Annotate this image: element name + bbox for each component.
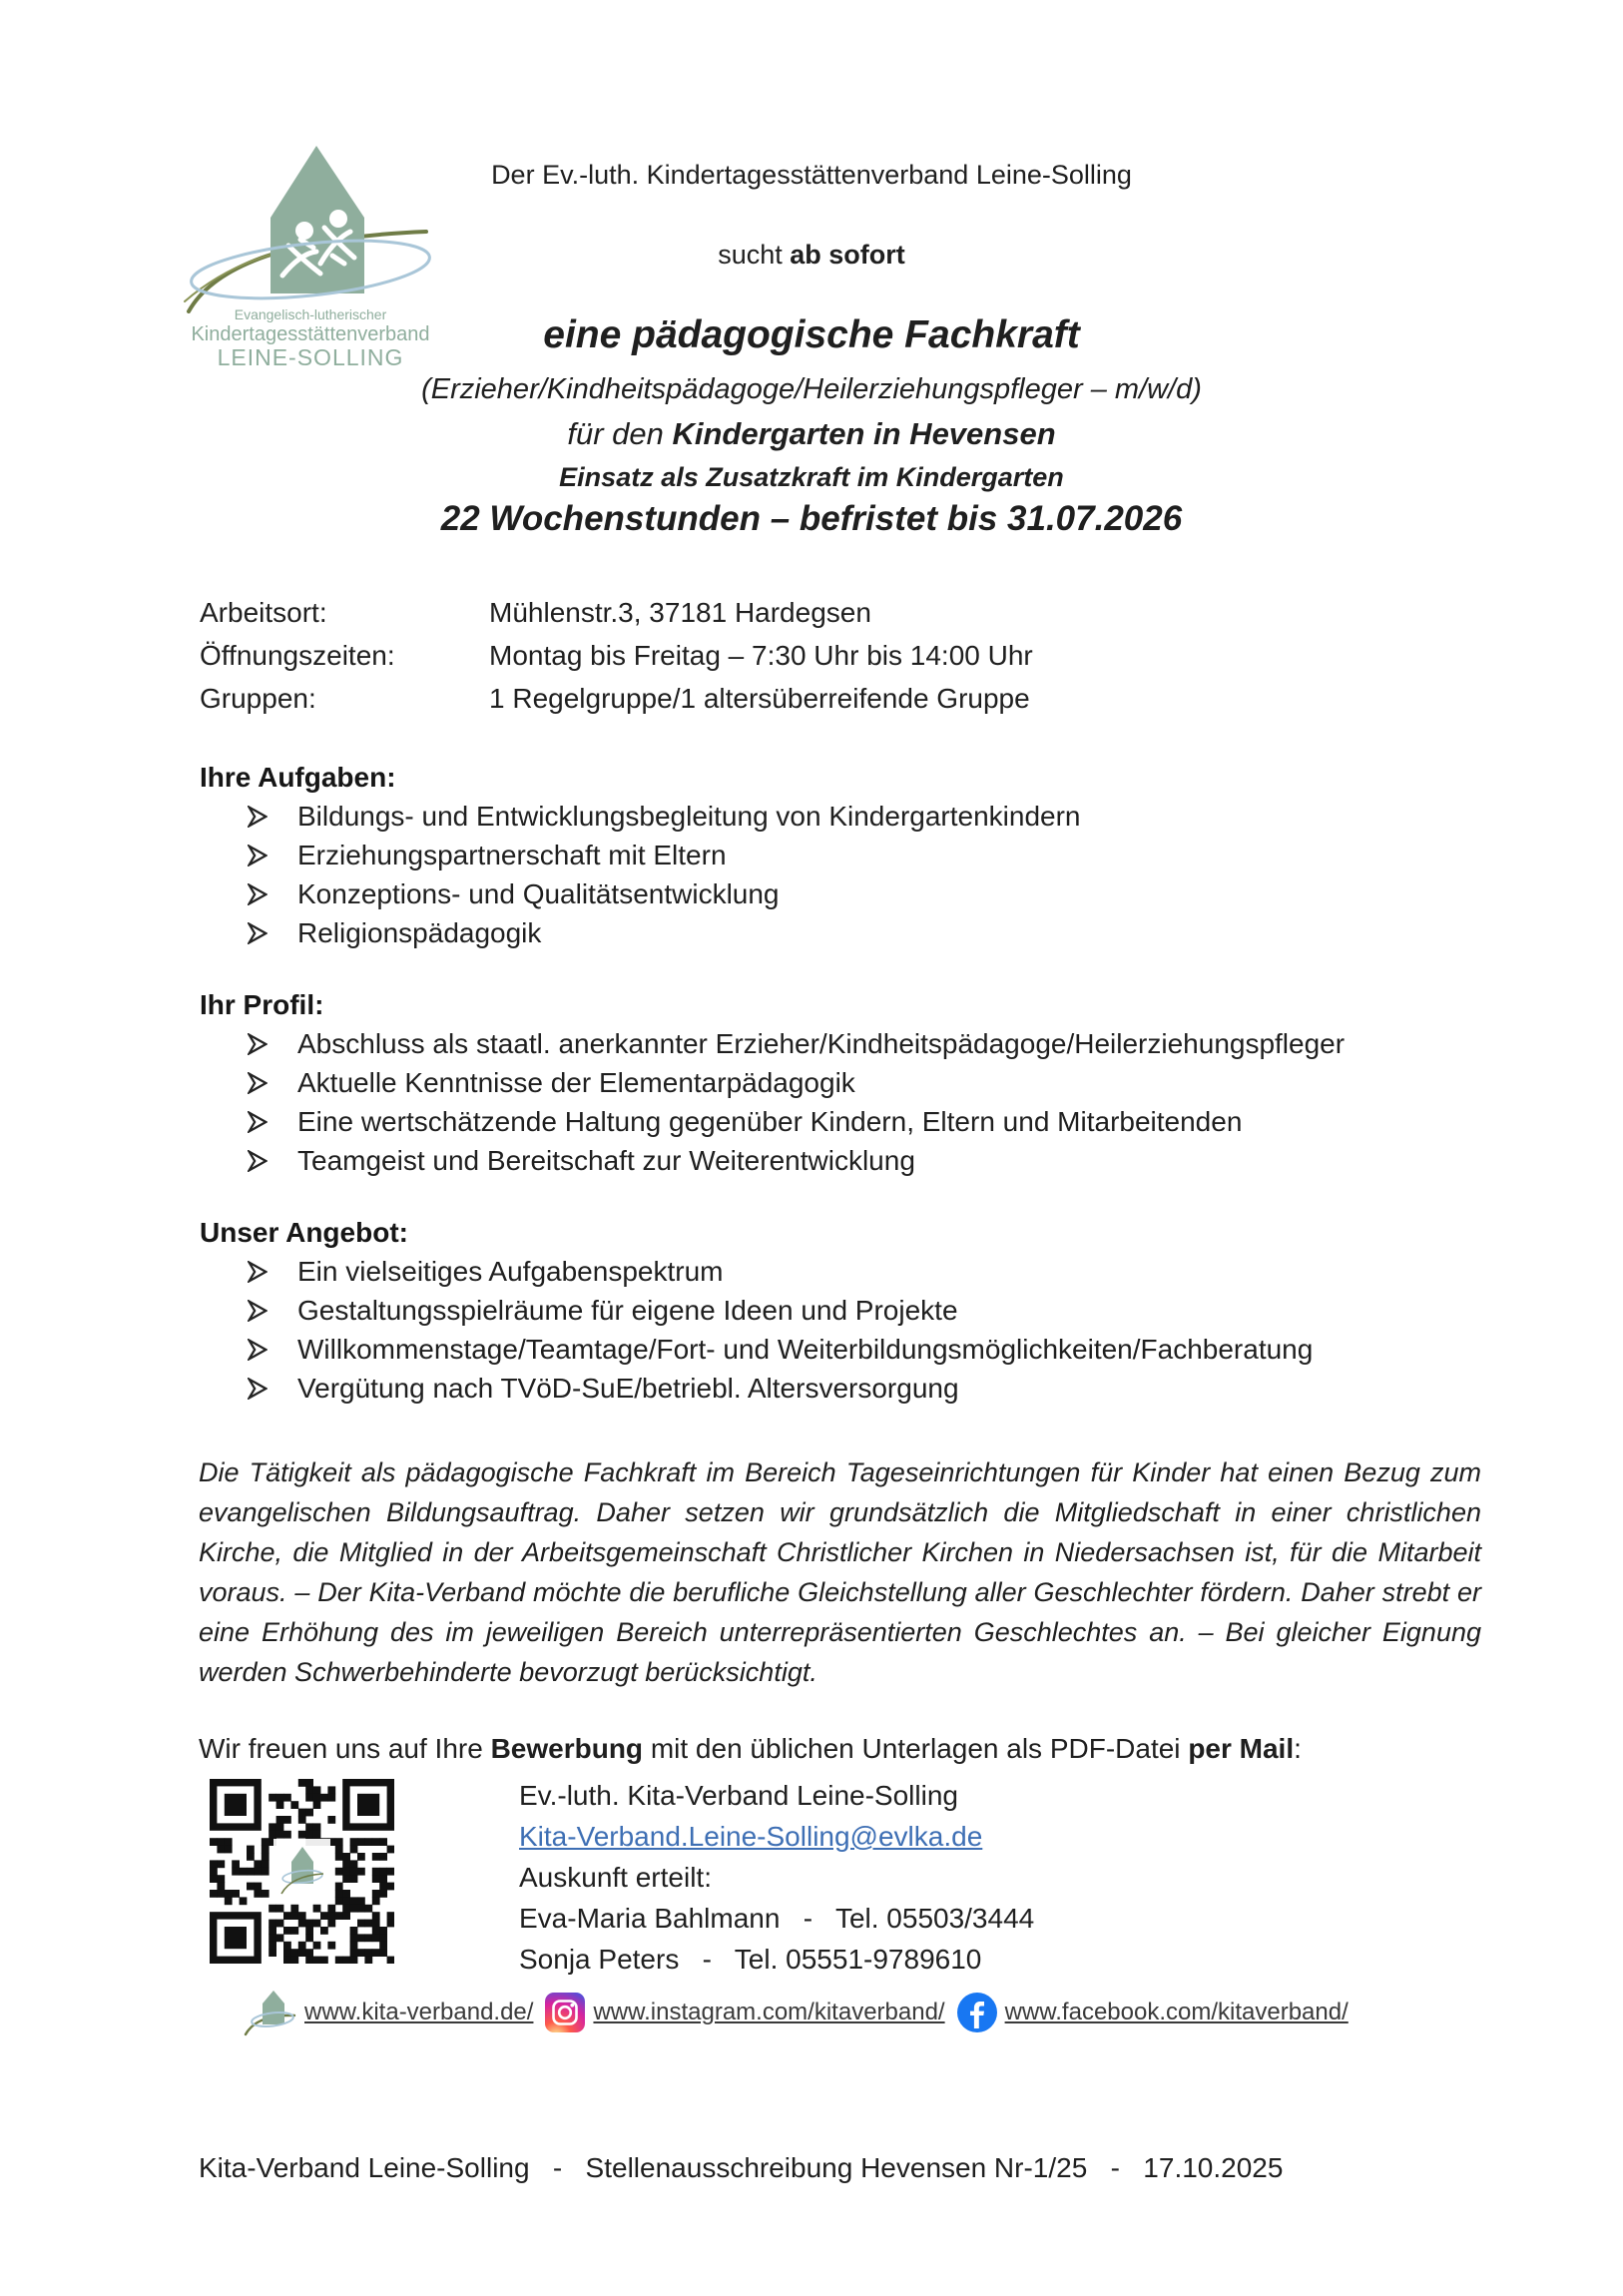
section-aufgaben — [200, 762, 1497, 958]
apply-text: : — [1294, 1733, 1302, 1764]
email-link[interactable]: Kita-Verband.Leine-Solling@evlka.de — [519, 1821, 983, 1852]
org-intro-line: Der Ev.-luth. Kindertagesstättenverband Leine-Solling — [491, 160, 1132, 190]
info-value: Montag bis Freitag – 7:30 Uhr bis 14:00 Uhr — [489, 640, 1033, 671]
arrow-bullet-icon — [248, 1300, 268, 1322]
job-roles: (Erzieher/Kindheitspädagoge/Heilerziehungspfleger – m/w/d) — [421, 373, 1202, 405]
contact-person-1: Eva-Maria Bahlmann - Tel. 05503/3444 — [519, 1903, 1035, 1934]
list-item — [248, 1108, 1497, 1136]
job-einsatz-line: Einsatz als Zusatzkraft im Kindergarten — [559, 462, 1064, 492]
list-item — [248, 1375, 1497, 1403]
section-heading: Ihre Aufgaben: — [200, 762, 396, 793]
apply-bold-per-mail: per Mail — [1188, 1733, 1295, 1764]
arrow-bullet-icon — [248, 806, 268, 828]
list-item-text: Religionspädagogik — [297, 917, 542, 948]
info-label: Gruppen: — [200, 683, 316, 714]
arrow-bullet-icon — [248, 922, 268, 944]
info-table — [200, 591, 1033, 720]
list-item-text: Aktuelle Kenntnisse der Elementarpädagogik — [297, 1067, 855, 1098]
arrow-bullet-icon — [248, 845, 268, 866]
list-item-text: Konzeptions- und Qualitätsentwicklung — [297, 878, 780, 909]
list-item-text: Teamgeist und Bereitschaft zur Weiterentwicklung — [297, 1145, 915, 1176]
sucht-line — [0, 240, 1623, 271]
section-heading: Unser Angebot: — [200, 1217, 408, 1248]
info-row-gruppen — [200, 677, 1033, 720]
list-item-text: Erziehungspartnerschaft mit Eltern — [297, 840, 727, 870]
list-item — [248, 1258, 1497, 1286]
qr-code — [210, 1779, 394, 1964]
job-title: eine pädagogische Fachkraft — [543, 313, 1080, 356]
logo-text-line1: Evangelisch-lutherischer — [234, 306, 387, 322]
list-item — [248, 1030, 1497, 1058]
arrow-bullet-icon — [248, 1111, 268, 1133]
info-row-arbeitsort — [200, 591, 1033, 634]
contact-block — [519, 1775, 1034, 1980]
info-label: Öffnungszeiten: — [200, 640, 395, 671]
sucht-bold: ab sofort — [790, 240, 905, 270]
list-item — [248, 919, 1497, 947]
apply-text: mit den üblichen Unterlagen als PDF-Datei — [643, 1733, 1189, 1764]
instagram-icon — [545, 1993, 585, 2032]
qr-center-logo — [273, 1839, 330, 1901]
info-value: 1 Regelgruppe/1 altersüberreifende Gruppe — [489, 683, 1030, 714]
contact-org: Ev.-luth. Kita-Verband Leine-Solling — [519, 1780, 958, 1811]
sucht-prefix: sucht — [718, 240, 791, 270]
list-item-text: Vergütung nach TVöD-SuE/betriebl. Altersversorgung — [297, 1373, 959, 1404]
job-hours-line: 22 Wochenstunden – befristet bis 31.07.2026 — [440, 499, 1183, 538]
contact-auskunft: Auskunft erteilt: — [519, 1862, 712, 1893]
list-item — [248, 880, 1497, 908]
info-row-oeffnungszeiten — [200, 634, 1033, 677]
arrow-bullet-icon — [248, 1339, 268, 1361]
contact-person-2: Sonja Peters - Tel. 05551-9789610 — [519, 1944, 982, 1975]
legal-paragraph: Die Tätigkeit als pädagogische Fachkraft im Bereich Tageseinrichtungen für Kinder hat einen Bezug zum evangelischen Bildungsauftrag. Daher setzen wir grundsätzlich die Mitgliedschaft in einer christlichen Kirche, die Mitglied in der Arbeitsgemeinschaft Christlicher Kirchen in Niedersachsen ist, für die Mitarbeit voraus. – Der Kita-Verband möchte die berufliche Gleichstellung aller Geschlechter fördern. Daher strebt er eine Erhöhung des im jeweiligen Bereich unterrepräsentierten Geschlechtes an. – Bei gleicher Eignung werden Schwerbehinderte bevorzugt berücksichtigt. — [199, 1457, 1481, 1687]
facebook-link[interactable]: www.facebook.com/kitaverband/ — [1004, 1999, 1349, 2025]
qr-house-icon — [279, 1844, 325, 1896]
facebook-icon — [957, 1993, 997, 2032]
list-item — [248, 842, 1497, 869]
website-group — [243, 1989, 533, 2036]
logo-text-line2: Kindertagesstättenverband — [191, 322, 430, 345]
arrow-bullet-icon — [248, 1378, 268, 1400]
info-value: Mühlenstr.3, 37181 Hardegsen — [489, 597, 871, 628]
info-label: Arbeitsort: — [200, 597, 327, 628]
section-angebot — [200, 1217, 1497, 1414]
section-profil — [200, 989, 1497, 1186]
apply-bold-bewerbung: Bewerbung — [490, 1733, 644, 1764]
list-item — [248, 803, 1497, 831]
arrow-bullet-icon — [248, 1150, 268, 1172]
arrow-bullet-icon — [248, 1261, 268, 1283]
social-links-row — [243, 1989, 1360, 2036]
application-instruction — [199, 1733, 1302, 1765]
list-item-text: Eine wertschätzende Haltung gegenüber Kindern, Eltern und Mitarbeitenden — [297, 1106, 1243, 1137]
website-link[interactable]: www.kita-verband.de/ — [304, 1999, 534, 2025]
document-footer: Kita-Verband Leine-Solling - Stellenausschreibung Hevensen Nr-1/25 - 17.10.2025 — [199, 2152, 1284, 2183]
website-house-icon — [243, 1989, 296, 2036]
list-item-text: Gestaltungsspielräume für eigene Ideen und Projekte — [297, 1295, 958, 1326]
location-bold: Kindergarten in Hevensen — [672, 416, 1056, 451]
list-item — [248, 1147, 1497, 1175]
arrow-bullet-icon — [248, 1033, 268, 1055]
instagram-group — [545, 1993, 944, 2032]
list-item — [248, 1336, 1497, 1364]
arrow-bullet-icon — [248, 1072, 268, 1094]
list-item — [248, 1297, 1497, 1325]
instagram-link[interactable]: www.instagram.com/kitaverband/ — [593, 1999, 945, 2025]
arrow-bullet-icon — [248, 883, 268, 905]
list-item-text: Abschluss als staatl. anerkannter Erzieher/Kindheitspädagoge/Heilerziehungspfleger — [297, 1028, 1346, 1059]
facebook-group — [957, 1993, 1349, 2032]
list-item — [248, 1069, 1497, 1097]
apply-text: Wir freuen uns auf Ihre — [199, 1733, 491, 1764]
list-item-text: Ein vielseitiges Aufgabenspektrum — [297, 1256, 724, 1287]
location-prefix: für den — [567, 416, 673, 451]
logo-text-line3: LEINE-SOLLING — [217, 344, 404, 371]
list-item-text: Willkommenstage/Teamtage/Fort- und Weiterbildungsmöglichkeiten/Fachberatung — [297, 1334, 1314, 1365]
list-item-text: Bildungs- und Entwicklungsbegleitung von Kindergartenkindern — [297, 801, 1081, 832]
section-heading: Ihr Profil: — [200, 989, 324, 1020]
job-location-line — [0, 416, 1623, 452]
